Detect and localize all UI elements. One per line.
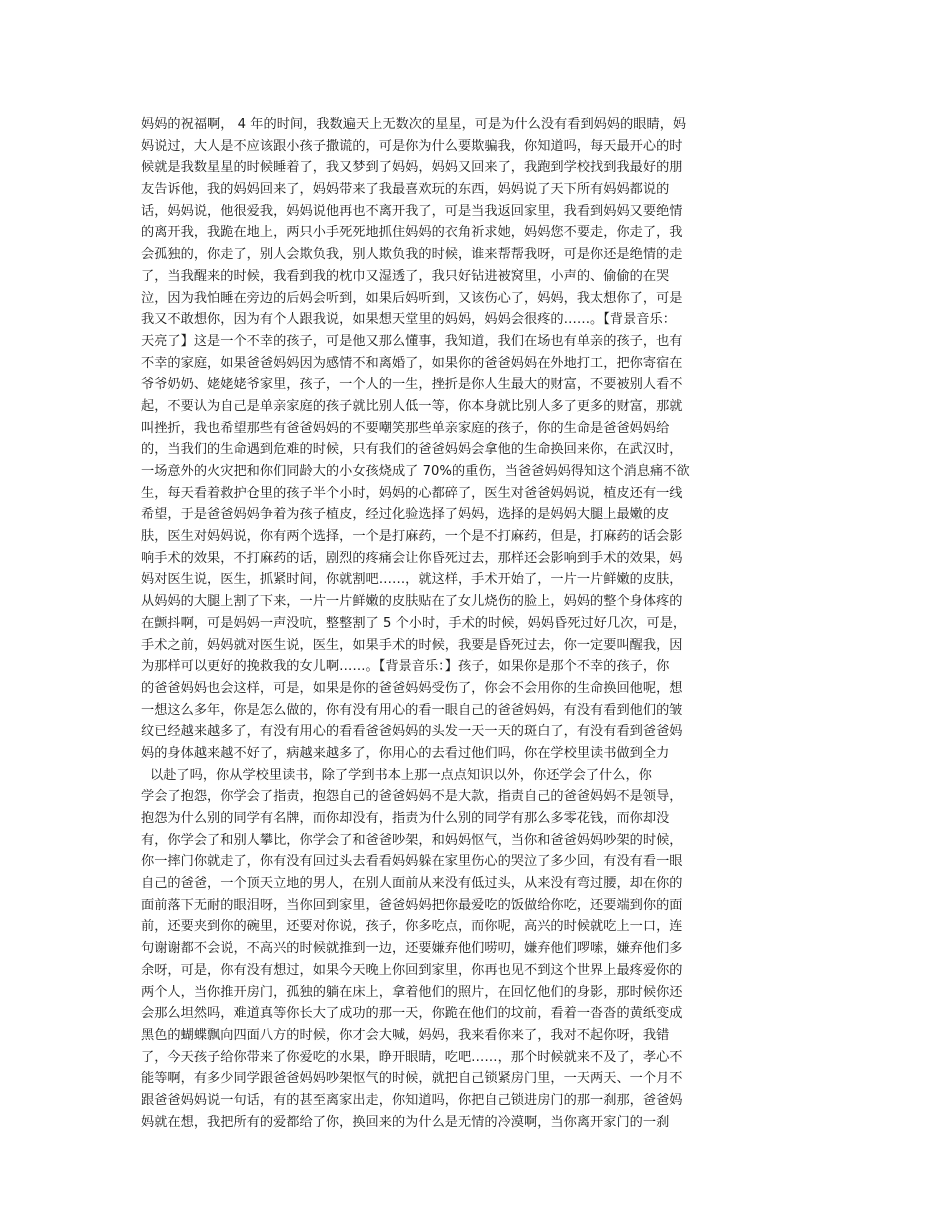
text-line: 从妈妈的大腿上割了下来，一片一片鲜嫩的皮肤贴在了女儿烧伤的脸上，妈妈的整个身体疼的 <box>141 594 683 610</box>
text-line: 希望，于是爸爸妈妈争着为孩子植皮，经过化验选择了妈妈，选择的是妈妈大腿上最嫩的皮 <box>141 507 670 523</box>
text-line: 跟爸爸妈妈说一句话，有的甚至离家出走，你知道吗，你把自己锁进房门的那一刹那，爸爸妈 <box>141 1092 683 1108</box>
text-line: 能等啊，有多少同学跟爸爸妈妈吵架怄气的时候，就把自己锁紧房门里，一天两天、一个月不 <box>141 1071 683 1087</box>
text-line: 不幸的家庭，如果爸爸妈妈因为感情不和离婚了，如果你的爸爸妈妈在外地打工，把你寄宿在 <box>141 355 683 371</box>
text-line: 句谢谢都不会说，不高兴的时候就推到一边，还要嫌弃他们唠叨，嫌弃他们啰嗦，嫌弃他们多 <box>141 941 683 957</box>
text-line: 叫挫折，我也希望那些有爸爸妈妈的不要嘲笑那些单亲家庭的孩子，你的生命是爸爸妈妈给 <box>141 420 670 436</box>
text-line: 面前落下无耐的眼泪呀，当你回到家里，爸爸妈妈把你最爱吃的饭做给你吃，还要端到你的面 <box>141 897 683 913</box>
text-line: 话，妈妈说，他很爱我，妈妈说他再也不离开我了，可是当我返回家里，我看到妈妈又要绝情 <box>141 203 683 219</box>
text-line: 候就是我数星星的时候睡着了，我又梦到了妈妈，妈妈又回来了，我跑到学校找到我最好的朋 <box>141 160 683 176</box>
text-line: 爷爷奶奶、姥姥姥爷家里，孩子，一个人的一生，挫折是你人生最大的财富，不要被别人看不 <box>141 377 683 393</box>
text-line: 会那么坦然吗，难道真等你长大了成功的那一天，你跪在他们的坟前，看着一沓沓的黄纸变成 <box>141 1006 683 1022</box>
text-line: 肤，医生对妈妈说，你有两个选择，一个是打麻药，一个是不打麻药，但是，打麻药的话会影 <box>141 529 683 545</box>
text-line: 为那样可以更好的挽救我的女儿啊……。【背景音乐：】孩子，如果你是那个不幸的孩子，你 <box>141 659 670 675</box>
text-line: 泣，因为我怕睡在旁边的后妈会听到，如果后妈听到，又该伤心了，妈妈，我太想你了，可是 <box>141 290 683 306</box>
text-line: 了，当我醒来的时候，我看到我的枕巾又湿透了，我只好钻进被窝里，小声的、偷偷的在哭 <box>141 268 670 284</box>
text-line: 抱怨为什么别的同学有名牌，而你却没有，指责为什么别的同学有那么多零花钱，而你却没 <box>141 811 670 826</box>
text-line: 手术之前，妈妈就对医生说，医生，如果手术的时候，我要是昏死过去，你一定要叫醒我，因 <box>141 637 683 653</box>
text-line: 生，每天看着救护仓里的孩子半个小时，妈妈的心都碎了，医生对爸爸妈妈说，植皮还有一线 <box>141 485 683 501</box>
text-line: 我又不敢想你，因为有个人跟我说，如果想天堂里的妈妈，妈妈会很疼的……。【背景音乐： <box>141 312 676 328</box>
text-line: 友告诉他，我的妈妈回来了，妈妈带来了我最喜欢玩的东西，妈妈说了天下所有妈妈都说的 <box>141 182 670 198</box>
text-line: 余呀，可是，你有没有想过，如果今天晚上你回到家里，你再也见不到这个世界上最疼爱你的 <box>141 962 683 978</box>
text-line: 有，你学会了和别人攀比，你学会了和爸爸吵架，和妈妈怄气，当你和爸爸妈妈吵架的时候， <box>141 832 683 848</box>
text-line: 响手术的效果，不打麻药的话，剧烈的疼痛会让你昏死过去，那样还会影响到手术的效果，妈 <box>141 550 683 566</box>
text-line: 一想这么多年，你是怎么做的，你有没有用心的看一眼自己的爸爸妈妈，有没有看到他们的皱 <box>141 702 683 718</box>
text-line: 妈说过，大人是不应该跟小孩子撒谎的，可是你为什么要欺骗我，你知道吗，每天最开心的时 <box>141 138 683 154</box>
text-line: 妈妈的祝福啊， 4 年的时间，我数遍天上无数次的星星，可是为什么没有看到妈妈的眼睛，妈 <box>141 117 687 132</box>
text-line: 妈就在想，我把所有的爱都给了你，换回来的为什么是无情的冷漠啊，当你离开家门的一刹 <box>141 1114 670 1130</box>
text-line: 两个人，当你推开房门，孤独的躺在床上，拿着他们的照片，在回忆他们的身影，那时候你还 <box>141 984 683 1000</box>
text-line: 纹已经越来越多了，有没有用心的看看爸爸妈妈的头发一天一天的斑白了，有没有看到爸爸妈 <box>141 724 683 740</box>
text-line: 黑色的蝴蝶飘向四面八方的时候，你才会大喊，妈妈，我来看你来了，我对不起你呀，我错 <box>141 1027 670 1043</box>
text-line: 会孤独的，你走了，别人会欺负我，别人欺负我的时候，谁来帮帮我呀，可是你还是绝情的走 <box>141 247 683 263</box>
text-line: 一场意外的火灾把和你们同龄大的小女孩烧成了 70%的重伤，当爸爸妈妈得知这个消息痛不欲 <box>141 464 690 479</box>
text-line: 的离开我，我跪在地上，两只小手死死地抓住妈妈的衣角祈求她，妈妈您不要走，你走了，我 <box>141 225 683 241</box>
text-line: 的，当我们的生命遇到危难的时候，只有我们的爸爸妈妈会拿他的生命换回来你，在武汉时， <box>141 442 683 458</box>
text-line: 你一摔门你就走了，你有没有回过头去看看妈妈躲在家里伤心的哭泣了多少回，有没有看一眼 <box>141 854 683 870</box>
text-line: 妈对医生说，医生，抓紧时间，你就割吧……，就这样，手术开始了，一片一片鲜嫩的皮肤， <box>141 572 683 588</box>
text-line: 以赴了吗，你从学校里读书，除了学到书本上那一点点知识以外，你还学会了什么，你 <box>150 767 652 783</box>
text-line: 妈的身体越来越不好了，病越来越多了，你用心的去看过他们吗，你在学校里读书做到全力 <box>141 745 670 761</box>
text-line: 自己的爸爸，一个顶天立地的男人，在别人面前从来没有低过头，从来没有弯过腰，却在你的 <box>141 876 683 892</box>
text-line: 的爸爸妈妈也会这样，可是，如果是你的爸爸妈妈受伤了，你会不会用你的生命换回他呢，想 <box>141 680 683 696</box>
text-line: 在颤抖啊，可是妈妈一声没吭，整整割了 5 个小时，手术的时候，妈妈昏死过好几次，可是， <box>141 615 687 631</box>
text-line: 学会了抱怨，你学会了指责，抱怨自己的爸爸妈妈不是大款，指责自己的爸爸妈妈不是领导， <box>141 789 683 805</box>
text-line: 前，还要夹到你的碗里，还要对你说，孩子，你多吃点，而你呢，高兴的时候就吃上一口，连 <box>141 919 683 935</box>
body-text <box>141 114 761 1133</box>
text-line: 天亮了】这是一个不幸的孩子，可是他又那么懂事，我知道，我们在场也有单亲的孩子，也有 <box>141 333 683 349</box>
text-line: 起，不要认为自己是单亲家庭的孩子就比别人低一等，你本身就比别人多了更多的财富，那就 <box>141 398 683 414</box>
text-line: 了，今天孩子给你带来了你爱吃的水果，睁开眼睛，吃吧……，那个时候就来不及了，孝心不 <box>141 1049 683 1065</box>
